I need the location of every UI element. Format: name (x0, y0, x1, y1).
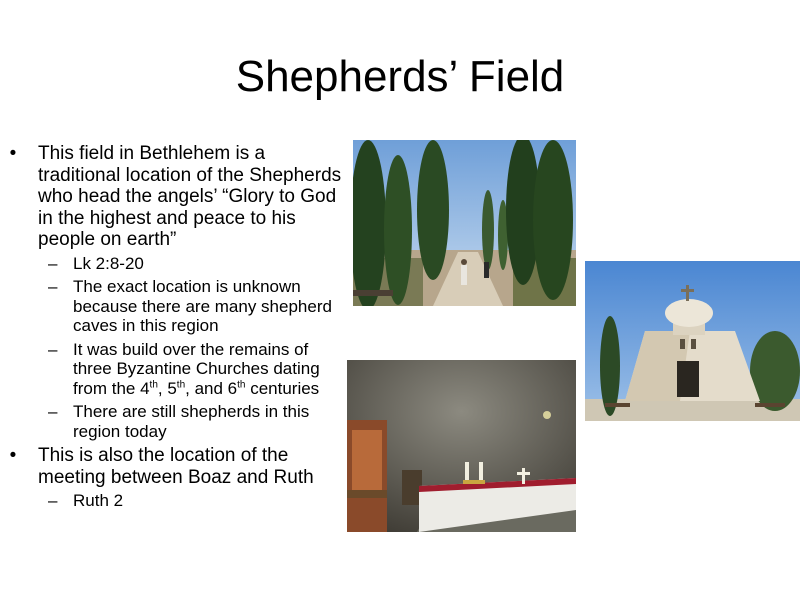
bullet-1-text: This field in Bethlehem is a traditional location of the Shepherds who head the angels’ “Glory to God in the highest and peace to his people on earth” (38, 143, 342, 250)
sub-bullet-1-3-text: It was build over the remains of three Byzantine Churches dating from the 4th, 5th, and 6th centuries (73, 339, 320, 398)
sub-bullet-glyph: – (48, 253, 58, 273)
bullet-2 (6, 445, 346, 488)
sub-bullet-glyph: – (48, 402, 58, 421)
sub-bullet-1-4 (6, 402, 346, 441)
sub-bullet-1-3 (6, 340, 346, 399)
bullet-1 (6, 143, 346, 251)
sub-bullet-2-1 (6, 491, 346, 511)
cave-chapel-photo (347, 360, 576, 532)
bullet-glyph: • (9, 143, 17, 164)
slide-body (6, 143, 346, 515)
sub-bullet-glyph: – (48, 277, 58, 296)
church-dome-photo (585, 261, 800, 421)
sub-bullet-2-1-text: Ruth 2 (73, 491, 124, 510)
bullet-glyph: • (9, 445, 17, 466)
sub-bullet-1-2 (6, 277, 346, 336)
sub-bullet-1-1-text: Lk 2:8-20 (73, 253, 144, 273)
slide-title: Shepherds’ Field (235, 52, 565, 101)
cypress-path-photo (353, 140, 576, 306)
sub-bullet-1-4-text: There are still shepherds in this region today (73, 402, 310, 441)
bullet-2-text: This is also the location of the meeting between Boaz and Ruth (38, 445, 314, 488)
sub-bullet-glyph: – (48, 339, 58, 359)
sub-bullet-1-2-text: The exact location is unknown because there are many shepherd caves in this region (73, 277, 332, 335)
sub-bullet-glyph: – (48, 491, 58, 510)
sub-bullet-1-1 (6, 254, 346, 274)
